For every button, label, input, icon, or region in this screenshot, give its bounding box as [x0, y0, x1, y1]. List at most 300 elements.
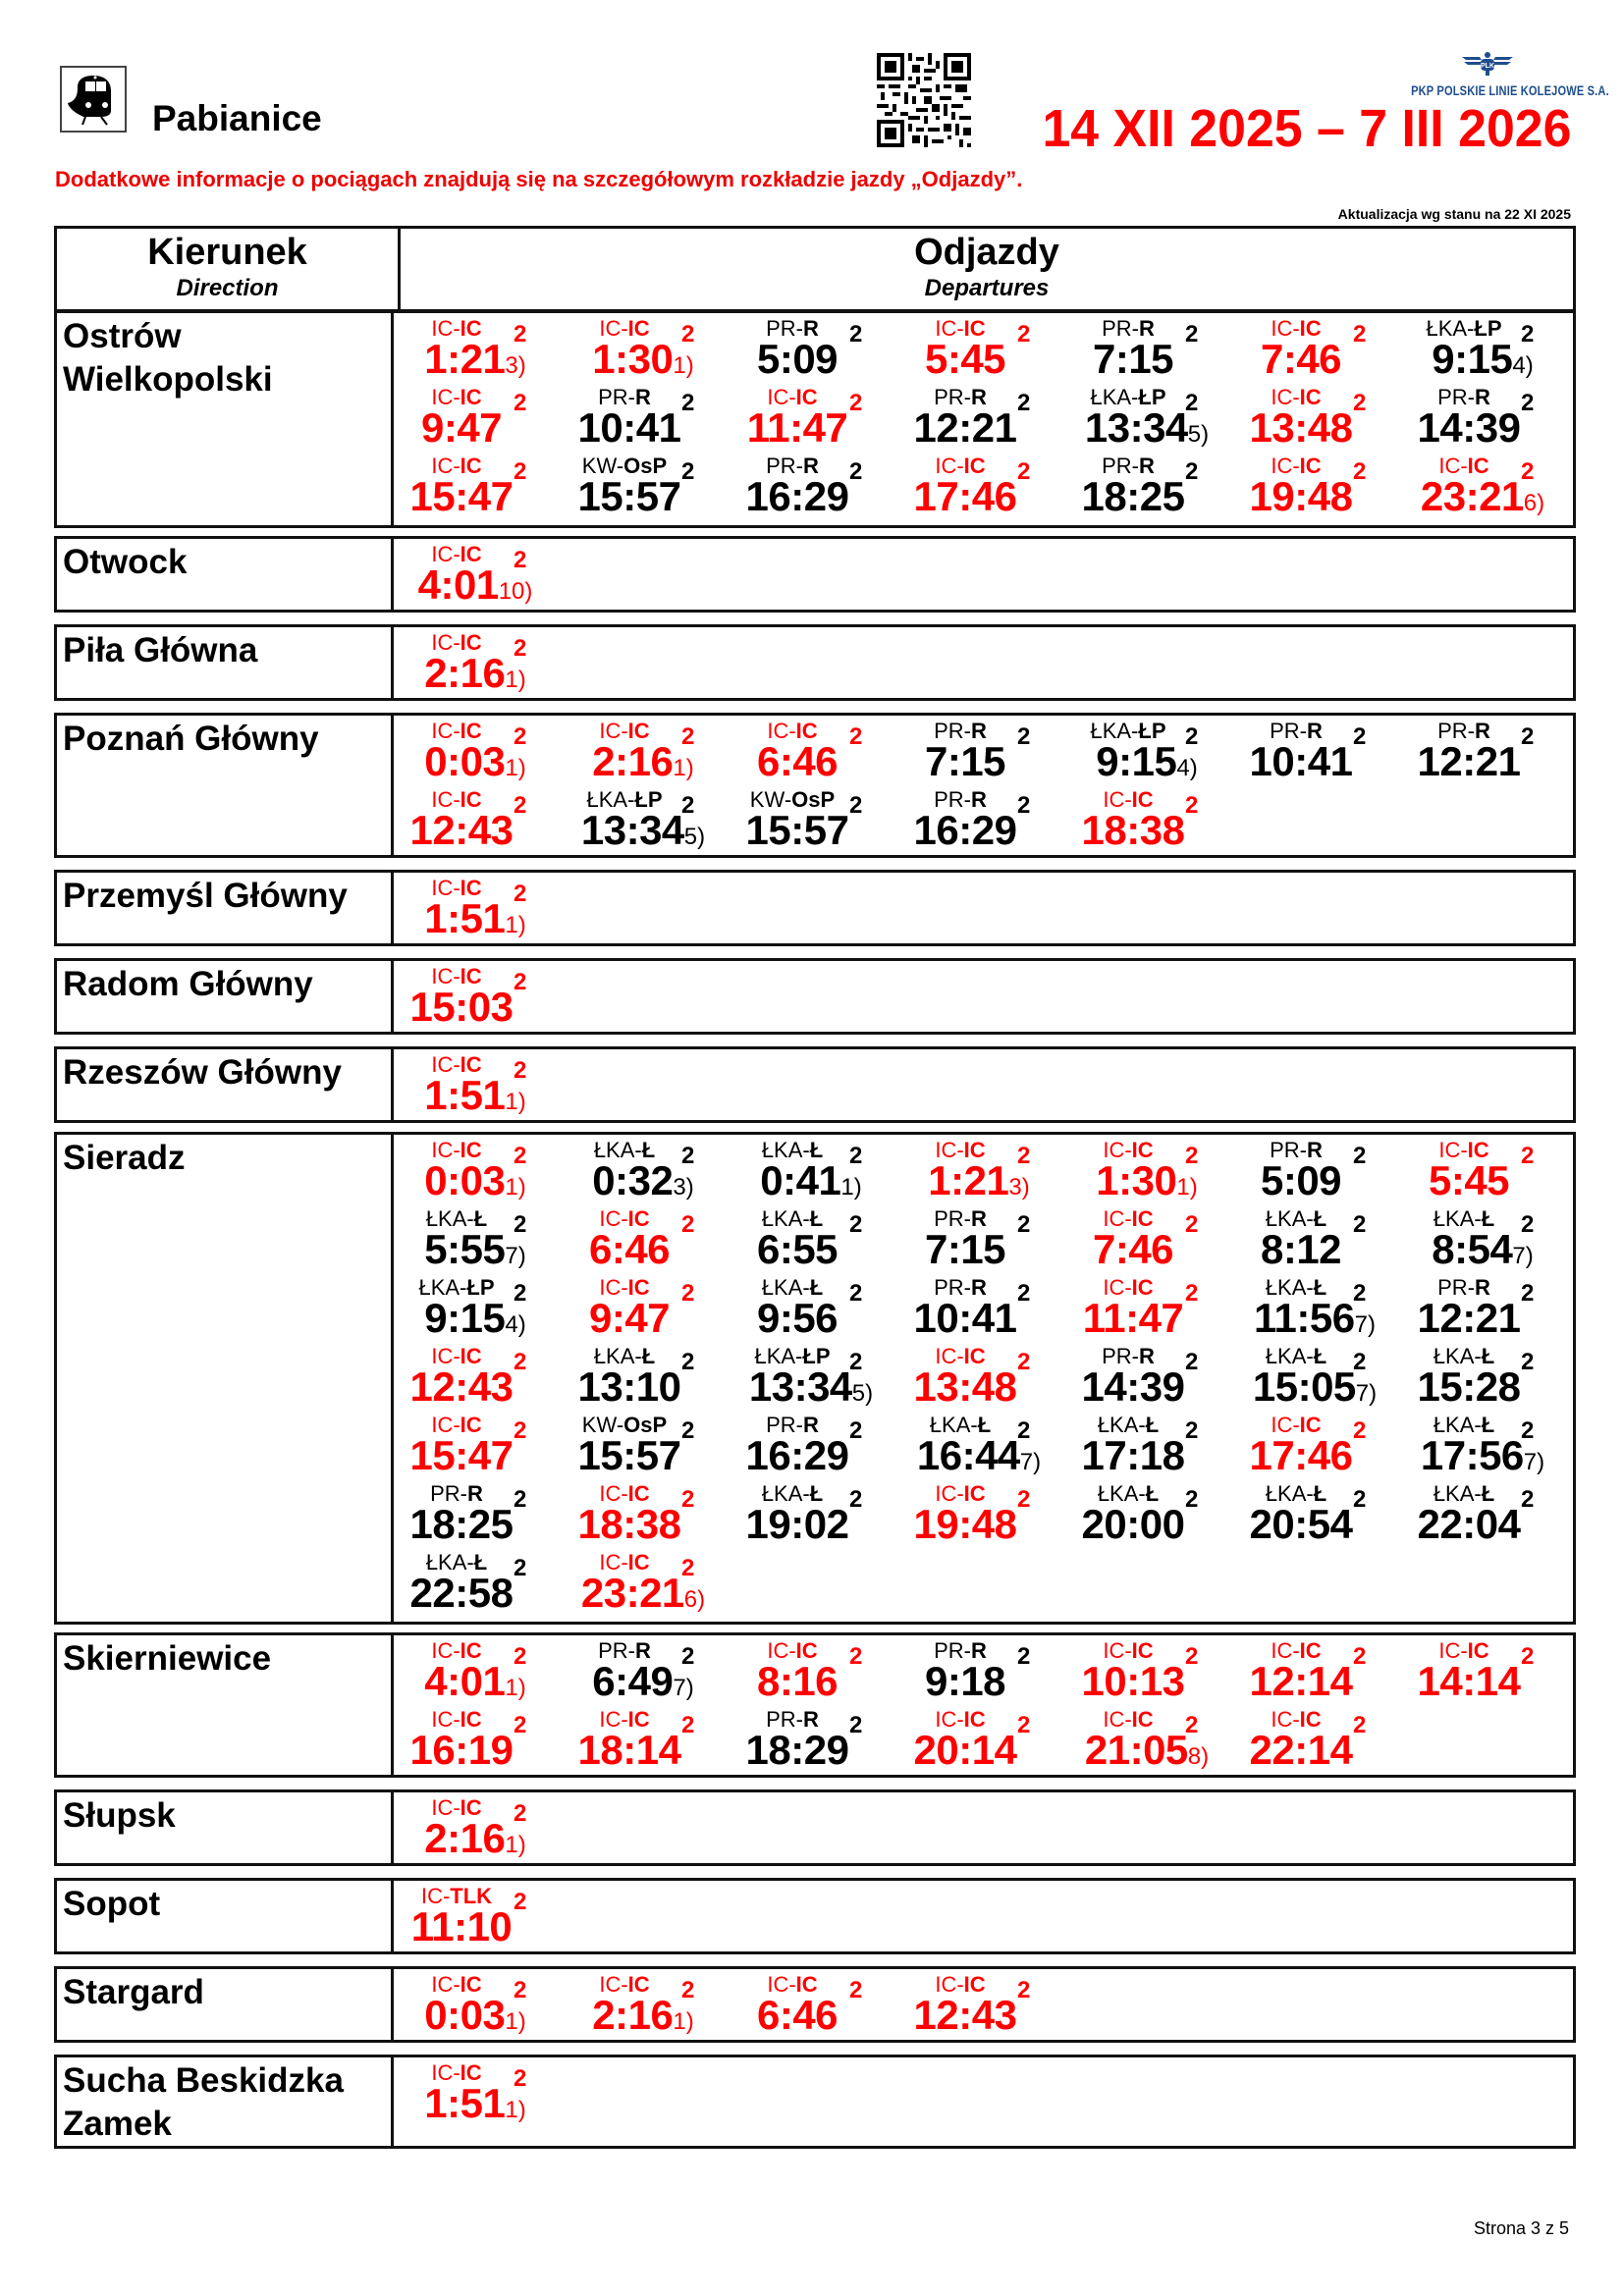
departure-entry[interactable] [398, 1412, 566, 1480]
time-value: 5:45 [924, 336, 1006, 382]
class-number: 2 [681, 458, 695, 485]
departure-entry[interactable] [1069, 384, 1237, 453]
departure-entry[interactable] [733, 453, 901, 521]
departure-entry[interactable] [1405, 1637, 1573, 1706]
departures-cell [394, 627, 1573, 698]
train-type: Ł [1145, 1481, 1160, 1506]
departure-entry[interactable] [901, 453, 1069, 521]
train-type: OsP [623, 454, 668, 478]
direction-block [54, 1789, 1576, 1866]
carrier-code: PR- [1437, 385, 1475, 409]
departure-entry[interactable] [398, 718, 566, 786]
footnote-marker: 1) [840, 1174, 862, 1201]
departure-entry[interactable] [398, 1706, 566, 1775]
carrier-code: ŁKA- [1433, 1344, 1482, 1368]
carrier-code: IC- [935, 454, 964, 478]
departure-entry[interactable] [1405, 1343, 1573, 1412]
departure-time [402, 1073, 549, 1125]
time-value: 8:12 [1260, 1226, 1342, 1272]
direction-block [54, 310, 1576, 528]
class-number: 2 [681, 1486, 695, 1513]
station-title: Pabianice [152, 98, 322, 138]
departure-entry[interactable] [733, 1412, 901, 1480]
departure-entry[interactable] [733, 1137, 901, 1205]
departure-entry[interactable] [733, 315, 901, 384]
departure-time [1405, 1364, 1533, 1416]
train-type: IC [1299, 454, 1322, 478]
time-value: 17:46 [1249, 1432, 1353, 1478]
class-number: 2 [1353, 1417, 1367, 1444]
departure-entry[interactable] [901, 786, 1069, 855]
plk-wings-icon [1458, 51, 1517, 77]
departure-entry[interactable] [566, 718, 733, 786]
departure-entry[interactable] [566, 315, 733, 384]
train-type: R [467, 1481, 483, 1506]
departure-time [1069, 474, 1197, 526]
departure-time [1073, 1158, 1220, 1210]
departure-entry[interactable] [1069, 1480, 1237, 1549]
departure-entry[interactable] [1069, 1412, 1237, 1480]
departure-entry[interactable] [733, 384, 901, 453]
carrier-code: IC- [1103, 1707, 1132, 1732]
departure-entry[interactable] [1405, 1412, 1573, 1480]
class-number: 2 [1185, 1280, 1199, 1307]
departure-entry[interactable] [398, 875, 566, 943]
train-type: R [1475, 385, 1490, 409]
departure-time [1069, 1659, 1197, 1711]
train-type: R [971, 787, 987, 812]
class-number: 2 [1017, 1977, 1031, 2003]
departure-entry[interactable] [901, 718, 1069, 786]
time-value: 7:46 [1092, 1226, 1174, 1272]
departure-entry[interactable] [566, 1343, 733, 1412]
departure-entry[interactable] [1405, 1480, 1573, 1549]
departure-time [1237, 337, 1365, 389]
train-type: IC [1131, 1707, 1154, 1732]
departure-entry[interactable] [901, 1637, 1069, 1706]
class-number: 2 [1017, 1643, 1031, 1670]
departure-time [1237, 474, 1365, 526]
train-type: IC [1299, 1638, 1322, 1663]
departure-time [737, 1364, 885, 1416]
footnote-marker: 6) [683, 1586, 706, 1613]
class-number: 2 [849, 458, 863, 485]
departures-column-header [401, 229, 1573, 309]
class-number: 2 [1185, 792, 1199, 819]
departure-entry[interactable] [398, 1343, 566, 1412]
time-value: 0:03 [424, 1992, 506, 2038]
train-type: Ł [1313, 1206, 1327, 1231]
departure-entry[interactable] [1237, 1706, 1405, 1775]
carrier-code: ŁKA- [425, 1550, 474, 1575]
footnote-marker: 1) [673, 2008, 694, 2035]
departure-entry[interactable] [398, 629, 566, 698]
train-type: R [1307, 1138, 1323, 1162]
carrier-code: ŁKA- [1097, 1481, 1146, 1506]
carrier-code: IC- [1103, 1275, 1132, 1300]
train-type: Ł [1145, 1413, 1160, 1437]
class-number: 2 [681, 1712, 695, 1738]
departure-time [402, 651, 549, 703]
departure-entry[interactable] [733, 1205, 901, 1274]
departure-entry[interactable] [566, 1706, 733, 1775]
departure-entry[interactable] [398, 384, 566, 453]
class-number: 2 [1521, 1349, 1535, 1375]
direction-block [54, 1632, 1576, 1778]
departure-time [1241, 1364, 1388, 1416]
train-type: IC [1131, 1138, 1154, 1162]
class-number: 2 [1017, 723, 1031, 750]
departure-entry[interactable] [733, 718, 901, 786]
departures-header-pl: Odjazdy [914, 232, 1059, 273]
departure-entry[interactable] [398, 1137, 566, 1205]
departure-entry[interactable] [566, 1274, 733, 1343]
direction-block [54, 958, 1576, 1035]
departure-time [901, 405, 1029, 457]
departure-entry[interactable] [398, 453, 566, 521]
train-type: Ł [641, 1138, 656, 1162]
train-type: IC [627, 316, 650, 341]
direction-name: Radom Główny [57, 961, 394, 1032]
departure-time [402, 1227, 549, 1279]
departure-entry[interactable] [901, 1137, 1069, 1205]
departure-entry[interactable] [398, 1480, 566, 1549]
time-value: 6:46 [588, 1226, 671, 1272]
class-number: 2 [514, 1800, 527, 1827]
carrier-code: IC- [1271, 316, 1300, 341]
departure-entry[interactable] [398, 1637, 566, 1706]
class-number: 2 [514, 1057, 527, 1084]
departure-entry[interactable] [1069, 453, 1237, 521]
train-type: IC [627, 1550, 650, 1575]
departure-entry[interactable] [1405, 1137, 1573, 1205]
departure-time [1237, 405, 1365, 457]
departure-time [1237, 739, 1365, 791]
departure-entry[interactable] [1069, 1706, 1237, 1775]
direction-block [54, 1878, 1576, 1954]
train-type: IC [1131, 1638, 1154, 1663]
train-type: IC [460, 876, 482, 900]
departure-entry[interactable] [1237, 1412, 1405, 1480]
carrier-code: IC- [1271, 1638, 1300, 1663]
train-type: IC [1467, 1638, 1489, 1663]
carrier-code: ŁKA- [1265, 1206, 1314, 1231]
time-value: 16:29 [745, 473, 849, 519]
carrier-code: IC- [1103, 1206, 1132, 1231]
departure-entry[interactable] [566, 786, 733, 855]
train-front-icon [60, 66, 127, 133]
departure-entry[interactable] [1405, 453, 1573, 521]
departures-grid [394, 541, 1573, 610]
train-type: IC [963, 454, 986, 478]
time-value: 12:21 [1417, 1295, 1521, 1341]
departures-grid [394, 1637, 1573, 1775]
departure-entry[interactable] [1237, 384, 1405, 453]
departure-time [398, 1728, 525, 1780]
departure-time [901, 1993, 1029, 2045]
departure-entry[interactable] [1237, 718, 1405, 786]
class-number: 2 [1521, 1143, 1535, 1169]
departure-entry[interactable] [566, 1480, 733, 1549]
train-type: Ł [473, 1206, 488, 1231]
carrier-code: IC- [431, 964, 460, 988]
class-number: 2 [514, 969, 527, 995]
train-type: R [635, 385, 651, 409]
departure-entry[interactable] [1237, 1343, 1405, 1412]
carrier-code: IC- [431, 1413, 460, 1437]
train-type: IC [460, 1638, 482, 1663]
class-number: 2 [1521, 1417, 1535, 1444]
class-number: 2 [849, 390, 863, 416]
departure-entry[interactable] [901, 1274, 1069, 1343]
departure-entry[interactable] [398, 1205, 566, 1274]
class-number: 2 [1353, 390, 1367, 416]
class-number: 2 [514, 635, 527, 662]
carrier-code: IC- [935, 1344, 964, 1368]
carrier-code: ŁKA- [1090, 385, 1139, 409]
departure-entry[interactable] [901, 1412, 1069, 1480]
carrier-code: ŁKA- [1426, 316, 1475, 341]
departure-entry[interactable] [398, 2059, 566, 2128]
footnote-marker: 7) [1523, 1449, 1545, 1475]
train-type: ŁP [1138, 719, 1166, 743]
departure-entry[interactable] [1069, 1343, 1237, 1412]
departure-entry[interactable] [1069, 1137, 1237, 1205]
departure-entry[interactable] [901, 315, 1069, 384]
footnote-marker: 1) [673, 755, 694, 781]
departure-time [1237, 1728, 1365, 1780]
departure-time [1069, 1433, 1197, 1485]
departures-cell [394, 1135, 1573, 1622]
departure-entry[interactable] [398, 963, 566, 1032]
train-type: IC [460, 1138, 482, 1162]
departure-entry[interactable] [733, 1480, 901, 1549]
departure-entry[interactable] [1405, 384, 1573, 453]
departure-time [1073, 739, 1220, 791]
departure-entry[interactable] [398, 786, 566, 855]
departure-time [569, 1993, 717, 2045]
direction-name: Poznań Główny [57, 716, 394, 855]
class-number: 2 [1353, 723, 1367, 750]
departure-entry[interactable] [566, 1205, 733, 1274]
class-number: 2 [849, 1643, 863, 1670]
departure-entry[interactable] [398, 1051, 566, 1120]
departure-time [1069, 1296, 1197, 1348]
departure-entry[interactable] [1237, 1274, 1405, 1343]
departure-entry[interactable] [733, 1637, 901, 1706]
carrier-code: ŁKA- [418, 1275, 467, 1300]
departure-entry[interactable] [1237, 1480, 1405, 1549]
direction-name: Stargard [57, 1969, 394, 2040]
class-number: 2 [1017, 321, 1031, 347]
time-value: 12:43 [409, 807, 514, 853]
departure-entry[interactable] [566, 384, 733, 453]
carrier-code: IC- [1438, 1638, 1468, 1663]
info-note: Dodatkowe informacje o pociągach znajdują się na szczegółowym rozkładzie jazdy „Odjazdy”. [55, 167, 1023, 191]
carrier-code: IC- [767, 1972, 796, 1997]
class-number: 2 [1185, 1211, 1199, 1238]
departure-time [402, 1296, 549, 1348]
departure-entry[interactable] [901, 1205, 1069, 1274]
time-value: 1:30 [592, 336, 674, 382]
departure-time [402, 337, 549, 389]
departure-entry[interactable] [1237, 453, 1405, 521]
departure-entry[interactable] [1069, 315, 1237, 384]
train-type: IC [460, 964, 482, 988]
departure-time [566, 405, 693, 457]
time-value: 9:56 [756, 1295, 839, 1341]
class-number: 2 [1185, 1143, 1199, 1169]
departure-entry[interactable] [566, 453, 733, 521]
time-value: 23:21 [580, 1570, 684, 1616]
departure-time [1405, 1659, 1533, 1711]
footnote-marker: 5) [851, 1380, 874, 1407]
departures-header-en: Departures [924, 275, 1050, 301]
departure-entry[interactable] [1069, 1274, 1237, 1343]
time-value: 18:25 [409, 1501, 514, 1547]
departure-time [569, 1571, 717, 1623]
departure-entry[interactable] [901, 1343, 1069, 1412]
departure-time [737, 1158, 885, 1210]
train-type: R [803, 454, 819, 478]
departure-entry[interactable] [398, 1549, 566, 1618]
time-value: 5:45 [1428, 1157, 1510, 1203]
departure-entry[interactable] [1405, 1274, 1573, 1343]
train-type: Ł [977, 1413, 992, 1437]
time-value: 10:41 [913, 1295, 1017, 1341]
qr-code-icon[interactable] [877, 53, 971, 147]
time-value: 0:41 [760, 1157, 841, 1203]
carrier-code: IC- [935, 1972, 964, 1997]
carrier-code: PR- [598, 385, 635, 409]
class-number: 2 [849, 723, 863, 750]
table-header [54, 226, 1576, 312]
departure-entry[interactable] [1069, 1205, 1237, 1274]
departure-time [1073, 1728, 1220, 1780]
class-number: 2 [1521, 1280, 1535, 1307]
departure-entry[interactable] [566, 1412, 733, 1480]
carrier-code: PR- [1270, 719, 1307, 743]
departure-time [1069, 337, 1197, 389]
departure-time [566, 1433, 693, 1485]
departure-entry[interactable] [1237, 1137, 1405, 1205]
train-type: ŁP [634, 787, 663, 812]
class-number: 2 [681, 390, 695, 416]
carrier-code: IC- [599, 1481, 628, 1506]
departure-entry[interactable] [398, 315, 566, 384]
carrier-code: IC- [599, 316, 628, 341]
time-value: 1:21 [928, 1157, 1009, 1203]
departure-entry[interactable] [566, 1137, 733, 1205]
time-value: 7:15 [924, 1226, 1006, 1272]
time-value: 15:05 [1252, 1363, 1356, 1410]
class-number: 2 [849, 1486, 863, 1513]
carrier-code: ŁKA- [761, 1138, 810, 1162]
departure-entry[interactable] [398, 1794, 566, 1863]
time-value: 18:38 [577, 1501, 681, 1547]
departure-entry[interactable] [901, 384, 1069, 453]
time-value: 0:03 [424, 1157, 506, 1203]
departure-entry[interactable] [1405, 1205, 1573, 1274]
train-type: R [971, 1275, 987, 1300]
carrier-code: IC- [599, 1275, 628, 1300]
carrier-code: PR- [1102, 1344, 1139, 1368]
time-value: 16:29 [913, 807, 1017, 853]
train-type: IC [460, 1344, 482, 1368]
departure-entry[interactable] [1405, 718, 1573, 786]
departures-grid [394, 2059, 1573, 2128]
departure-entry[interactable] [901, 1971, 1069, 2040]
departure-entry[interactable] [733, 1343, 901, 1412]
train-type: R [971, 385, 987, 409]
departure-entry[interactable] [1237, 315, 1405, 384]
class-number: 2 [1521, 1643, 1535, 1670]
time-value: 19:48 [1249, 473, 1353, 519]
footnote-marker: 1) [505, 2097, 526, 2123]
class-number: 2 [514, 1977, 527, 2003]
departure-entry[interactable] [733, 1274, 901, 1343]
departure-time [1409, 1433, 1556, 1485]
departure-entry[interactable] [1069, 718, 1237, 786]
departure-entry[interactable] [398, 1883, 566, 1951]
train-type: R [1475, 719, 1490, 743]
time-value: 20:14 [913, 1727, 1017, 1773]
departure-entry[interactable] [1237, 1637, 1405, 1706]
departure-entry[interactable] [566, 1637, 733, 1706]
train-type: IC [963, 1707, 986, 1732]
departure-time [733, 1993, 861, 2045]
departure-entry[interactable] [398, 1274, 566, 1343]
departure-entry[interactable] [901, 1480, 1069, 1549]
departure-time [901, 1364, 1029, 1416]
departures-cell [394, 1881, 1573, 1951]
departure-entry[interactable] [398, 1971, 566, 2040]
time-value: 9:15 [424, 1295, 506, 1341]
departure-entry[interactable] [566, 1971, 733, 2040]
carrier-code: IC- [431, 2060, 460, 2085]
train-type: R [1139, 1344, 1155, 1368]
class-number: 2 [1185, 1643, 1199, 1670]
carrier-code: IC- [1103, 1638, 1132, 1663]
train-type: IC [627, 1481, 650, 1506]
departure-entry[interactable] [733, 1706, 901, 1775]
departure-time [733, 1502, 861, 1554]
time-value: 12:21 [913, 404, 1017, 451]
class-number: 2 [681, 321, 695, 347]
footnote-marker: 7) [1354, 1311, 1376, 1338]
time-value: 18:25 [1081, 473, 1185, 519]
departure-time [1405, 1502, 1533, 1554]
departure-entry[interactable] [398, 541, 566, 610]
train-type: IC [963, 1481, 986, 1506]
departure-time [566, 1502, 693, 1554]
departure-entry[interactable] [1069, 1637, 1237, 1706]
direction-header-pl: Kierunek [147, 232, 307, 273]
footnote-marker: 4) [505, 1311, 526, 1338]
departure-entry[interactable] [1237, 1205, 1405, 1274]
departure-entry[interactable] [566, 1549, 733, 1618]
train-type: IC [460, 1052, 482, 1077]
class-number: 2 [1521, 1486, 1535, 1513]
departure-entry[interactable] [733, 1971, 901, 2040]
class-number: 2 [1353, 321, 1367, 347]
departure-entry[interactable] [733, 786, 901, 855]
time-value: 9:47 [420, 404, 503, 451]
departure-entry[interactable] [1405, 315, 1573, 384]
train-type: IC [795, 1972, 818, 1997]
departure-entry[interactable] [1069, 786, 1237, 855]
departure-entry[interactable] [901, 1706, 1069, 1775]
